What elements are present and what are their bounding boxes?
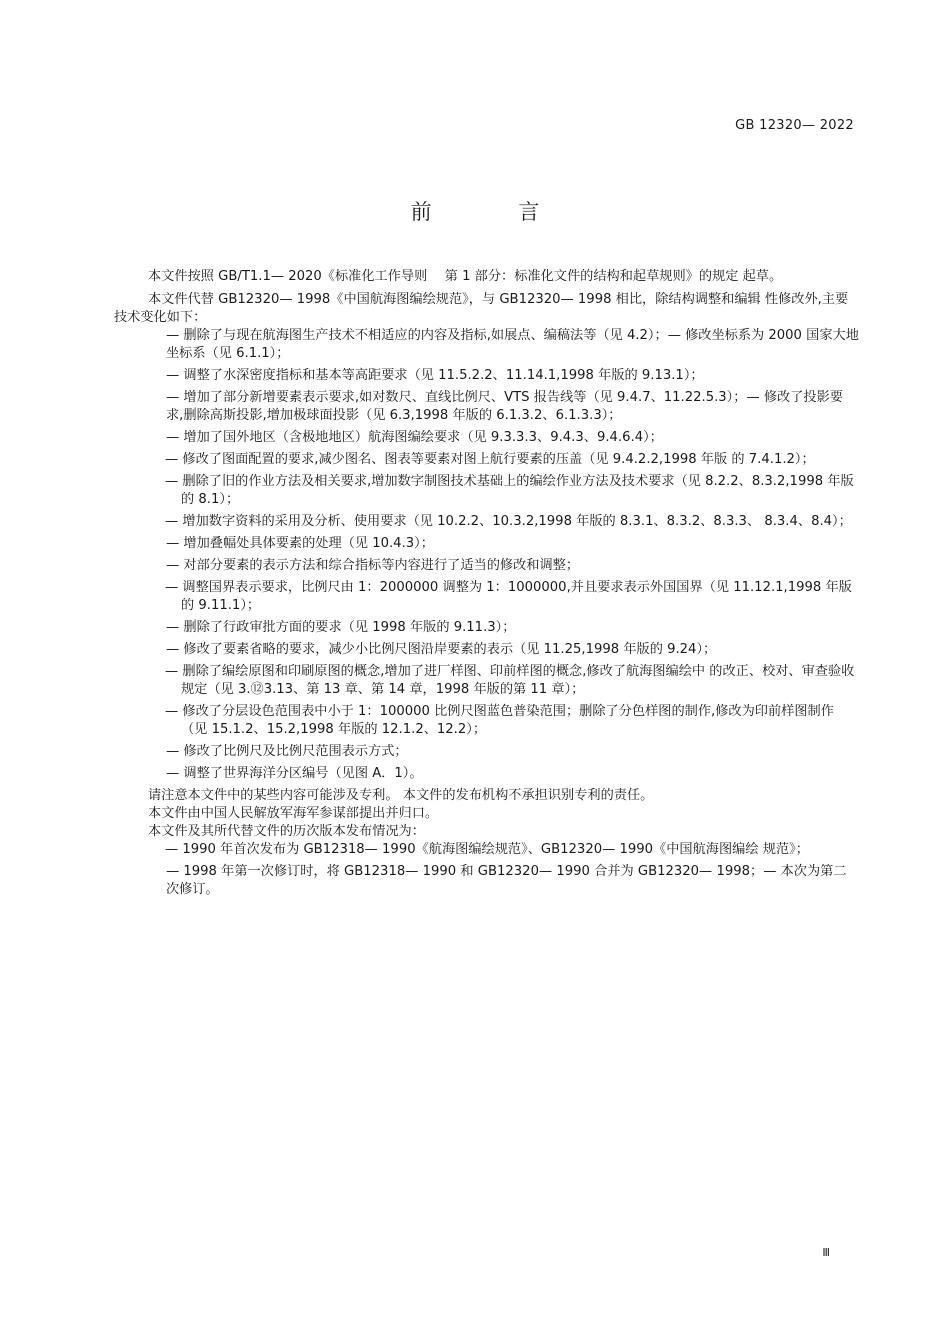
change-item: — 修改了要素省略的要求，减少小比例尺图沿岸要素的表示（见 11.25,1998 年版的 9.24）；: [166, 642, 717, 657]
change-item: — 删除了与现在航海图生产技术不相适应的内容及指标,如展点、编稿法等（见 4.2）；— 修改坐标系为 2000 国家大地坐标系（见 6.1.1）；: [166, 328, 859, 361]
history-list: [114, 841, 859, 899]
change-item: — 对部分要素的表示方法和综合指标等内容进行了适当的修改和调整；: [166, 558, 580, 573]
change-item: — 调整了水深密度指标和基本等高距要求（见 11.5.2.2、11.14.1,1998 年版的 9.13.1）；: [166, 368, 704, 383]
changes-list: [114, 327, 859, 783]
change-item: — 删除了旧的作业方法及相关要求,增加数字制图技术基础上的编绘作业方法及技术要求（见 8.2.2、8.3.2,1998 年版的 8.1）；: [165, 474, 854, 507]
change-item: — 修改了比例尺及比例尺范围表示方式；: [166, 744, 408, 759]
patent-note: 请注意本文件中的某些内容可能涉及专利。 本文件的发布机构不承担识别专利的责任。: [148, 788, 654, 803]
change-item: — 增加叠幅处具体要素的处理（见 10.4.3）；: [166, 536, 434, 551]
page-number: Ⅲ: [822, 1246, 830, 1259]
document-body: [114, 268, 859, 903]
page-title: 前 言: [410, 200, 580, 224]
change-item: — 删除了编绘原图和印刷原图的概念,增加了进厂样图、印前样图的概念,修改了航海图编绘中 的改正、校对、审查验收规定（见 3.⑫3.13、第 13 章、第 14 章，1998 年版的第 11 章）；: [165, 664, 855, 697]
change-item: — 修改了分层设色范围表中小于 1：100000 比例尺图蓝色普染范围；删除了分色样图的制作,修改为印前样图制作（见 15.1.2、15.2,1998 年版的 12.1.2、12.2）；: [165, 704, 834, 737]
standard-code: GB 12320— 2022: [735, 118, 854, 133]
change-item: — 调整了世界海洋分区编号（见图 A．1）。: [166, 766, 423, 781]
history-item: — 1998 年第一次修订时，将 GB12318— 1990 和 GB12320— 1990 合并为 GB12320— 1998；— 本次为第二次修订。: [166, 864, 847, 897]
history-intro: 本文件及其所代替文件的历次版本发布情况为：: [148, 824, 425, 839]
change-item: — 删除了行政审批方面的要求（见 1998 年版的 9.11.3）；: [166, 620, 516, 635]
change-item: — 修改了图面配置的要求,减少图名、图表等要素对图上航行要素的压盖（见 9.4.2.2,1998 年版 的 7.4.1.2）；: [165, 452, 815, 467]
proposer-note: 本文件由中国人民解放军海军参谋部提出并归口。: [148, 806, 439, 821]
replacement-paragraph: 本文件代替 GB12320— 1998《中国航海图编绘规范》，与 GB12320— 1998 相比，除结构调整和编辑 性修改外,主要技术变化如下：: [114, 292, 849, 325]
change-item: — 增加了国外地区（含极地地区）航海图编绘要求（见 9.3.3.3、9.4.3、9.4.6.4）；: [166, 430, 663, 445]
history-item: — 1990 年首次发布为 GB12318— 1990《航海图编绘规范》、GB12320— 1990《中国航海图编绘 规范》；: [165, 842, 809, 857]
change-item: — 调整国界表示要求，比例尺由 1：2000000 调整为 1：1000000,并且要求表示外国国界（见 11.12.1,1998 年版的 9.11.1）；: [165, 580, 852, 613]
change-item: — 增加了部分新增要素表示要求,如对数尺、直线比例尺、VTS 报告线等（见 9.4.7、11.22.5.3）；— 修改了投影要求,删除高斯投影,增加极球面投影（见 6.3,1998 年版的 6.1.3.2、6.1.3.3）；: [166, 390, 843, 423]
drafting-rule-paragraph: 本文件按照 GB/T1.1— 2020《标准化工作导则 第 1 部分：标准化文件的结构和起草规则》的规定 起草。: [148, 269, 783, 284]
change-item: — 增加数字资料的采用及分析、使用要求（见 10.2.2、10.3.2,1998 年版的 8.3.1、8.3.2、8.3.3、 8.3.4、8.4）；: [165, 514, 852, 529]
